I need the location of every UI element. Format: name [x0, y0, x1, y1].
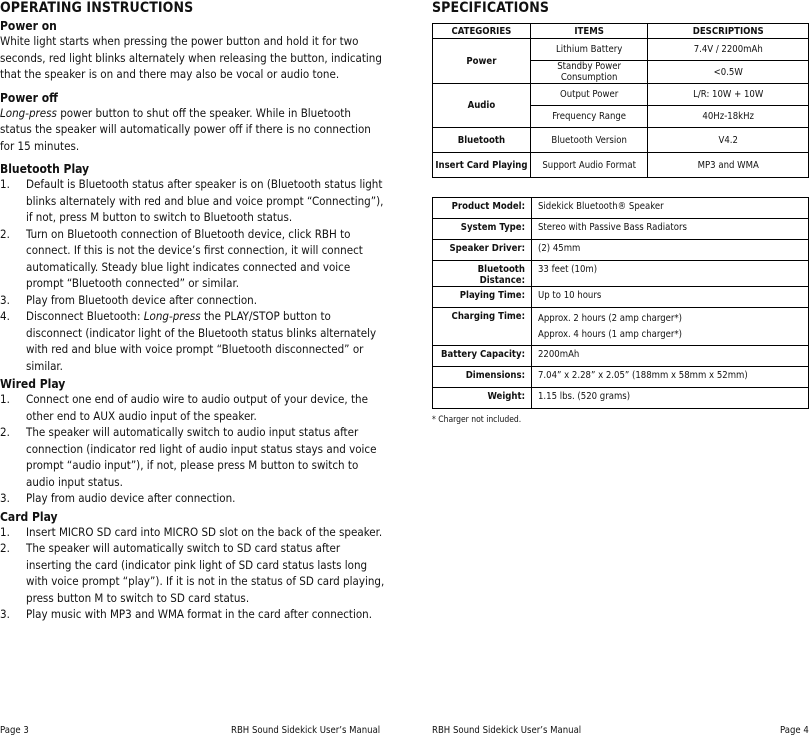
category-bluetooth: Bluetooth: [433, 128, 531, 153]
page-4: [432, 0, 810, 425]
table-cell: Bluetooth Version: [530, 128, 648, 153]
col-header-descriptions: DESCRIPTIONS: [648, 24, 809, 39]
list-item: 1. Insert MICRO SD card into MICRO SD slot on the back of the speaker.: [0, 524, 383, 539]
info-label: Product Model:: [433, 198, 532, 219]
operating-instructions-title: OPERATING INSTRUCTIONS: [0, 0, 194, 16]
list-item: 2. Turn on Bluetooth connection of Bluetooth device, click RBH to connect. If this is not the device’s first connection, it will connect automatically. Steady blue light indicates connected and voice prompt “Bluetooth connected” or similar.: [0, 226, 363, 290]
list-item: 1. Default is Bluetooth status after speaker is on (Bluetooth status light blinks alternately with red and blue and voice prompt “Connecting”), if not, press M button to switch to Bluetooth status.: [0, 177, 384, 224]
info-value: 2200mAh: [532, 346, 809, 367]
spec-header-row: [433, 24, 809, 39]
info-label: Speaker Driver:: [433, 240, 532, 261]
charger-footnote: * Charger not included.: [432, 415, 522, 425]
manual-title-footer-right: RBH Sound Sidekick User’s Manual: [432, 725, 582, 736]
info-value: 7.04” x 2.28” x 2.05” (188mm x 58mm x 52mm): [532, 367, 809, 388]
spec-table: [432, 23, 809, 178]
manual-title-footer-left: RBH Sound Sidekick User’s Manual: [231, 725, 381, 736]
info-value: Up to 10 hours: [532, 287, 809, 308]
table-cell: Lithium Battery: [530, 39, 648, 61]
info-value: (2) 45mm: [532, 240, 809, 261]
info-label: Weight:: [433, 388, 532, 409]
table-row: [433, 84, 809, 106]
page-3: [0, 0, 385, 623]
table-cell: <0.5W: [648, 61, 809, 84]
info-label: Dimensions:: [433, 367, 532, 388]
table-row: [433, 287, 809, 308]
category-insert-card-playing: Insert Card Playing: [433, 153, 531, 178]
list-item: 3. Play from audio device after connection.: [0, 491, 236, 505]
category-audio: Audio: [433, 84, 531, 128]
info-value: Approx. 2 hours (2 amp charger*) Approx. 4 hours (1 amp charger*): [532, 308, 809, 346]
list-item: 1. Connect one end of audio wire to audio output of your device, the other end to AUX audio input of the speaker.: [0, 392, 368, 423]
table-row: [433, 198, 809, 219]
list-item: 3. Play music with MP3 and WMA format in the card after connection.: [0, 607, 372, 621]
list-item: 2. The speaker will automatically switch to SD card status after inserting the card (indicator pink light of SD card status lasts long with voice prompt “play”). If it is not in the status of SD card playing, press button M to switch to SD card status.: [0, 541, 385, 605]
info-value: Stereo with Passive Bass Radiators: [532, 219, 809, 240]
list-item: 2. The speaker will automatically switch to audio input status after connection (indicator red light of audio input status stays and voice prompt “audio input”), if not, please press M button to switch to audio input status.: [0, 425, 377, 489]
table-cell: V4.2: [648, 128, 809, 153]
table-row: [433, 346, 809, 367]
info-label: Battery Capacity:: [433, 346, 532, 367]
table-row: [433, 308, 809, 346]
category-power: Power: [433, 39, 531, 84]
table-row: [433, 39, 809, 61]
info-label: Playing Time:: [433, 287, 532, 308]
col-header-categories: CATEGORIES: [433, 24, 531, 39]
page-number-4: Page 4: [780, 725, 809, 736]
list-item: 3. Play from Bluetooth device after connection.: [0, 292, 257, 307]
table-row: [433, 261, 809, 287]
wired-play-steps: [0, 391, 385, 507]
table-row: [433, 153, 809, 178]
table-row: [433, 128, 809, 153]
table-cell: MP3 and WMA: [648, 153, 809, 178]
power-off-text: Long-press power button to shut off the speaker. While in Bluetooth status the speaker will automatically power off if there is no connection for 15 minutes.: [0, 105, 371, 153]
info-label: Bluetooth Distance:: [433, 261, 532, 287]
specifications-title: SPECIFICATIONS: [432, 0, 550, 16]
info-label: System Type:: [433, 219, 532, 240]
card-play-steps: [0, 524, 385, 623]
table-cell: Standby Power Consumption: [530, 61, 648, 84]
info-label: Charging Time:: [433, 308, 532, 346]
table-cell: L/R: 10W + 10W: [648, 84, 809, 106]
info-value: 1.15 lbs. (520 grams): [532, 388, 809, 409]
table-row: [433, 219, 809, 240]
bluetooth-play-heading: Bluetooth Play: [0, 162, 90, 176]
table-row: [433, 240, 809, 261]
table-row: [433, 367, 809, 388]
info-value: Sidekick Bluetooth® Speaker: [532, 198, 809, 219]
bluetooth-play-steps: [0, 176, 385, 374]
table-cell: 40Hz-18kHz: [648, 106, 809, 128]
power-off-heading: Power off: [0, 90, 58, 105]
table-row: [433, 388, 809, 409]
table-cell: Support Audio Format: [530, 153, 648, 178]
power-on-text: White light starts when pressing the power button and hold it for two seconds, red light blinks alternately when releasing the button, indicating that the speaker is on and there may also be vocal or audio tone.: [0, 34, 382, 81]
table-cell: Frequency Range: [530, 106, 648, 128]
page-number-3: Page 3: [0, 725, 29, 736]
power-on-heading: Power on: [0, 19, 57, 33]
long-press-emphasis: Long-press: [0, 105, 57, 120]
product-info-table: [432, 197, 809, 409]
info-value: 33 feet (10m): [532, 261, 809, 287]
wired-play-heading: Wired Play: [0, 377, 66, 391]
list-item: 4. Disconnect Bluetooth: Long-press the PLAY/STOP button to disconnect (indicator light of the Bluetooth status blinks alternately with red and blue with voice prompt “Bluetooth disconnected” or similar.: [0, 309, 377, 373]
card-play-heading: Card Play: [0, 509, 58, 524]
table-cell: Output Power: [530, 84, 648, 106]
col-header-items: ITEMS: [530, 24, 648, 39]
table-cell: 7.4V / 2200mAh: [648, 39, 809, 61]
